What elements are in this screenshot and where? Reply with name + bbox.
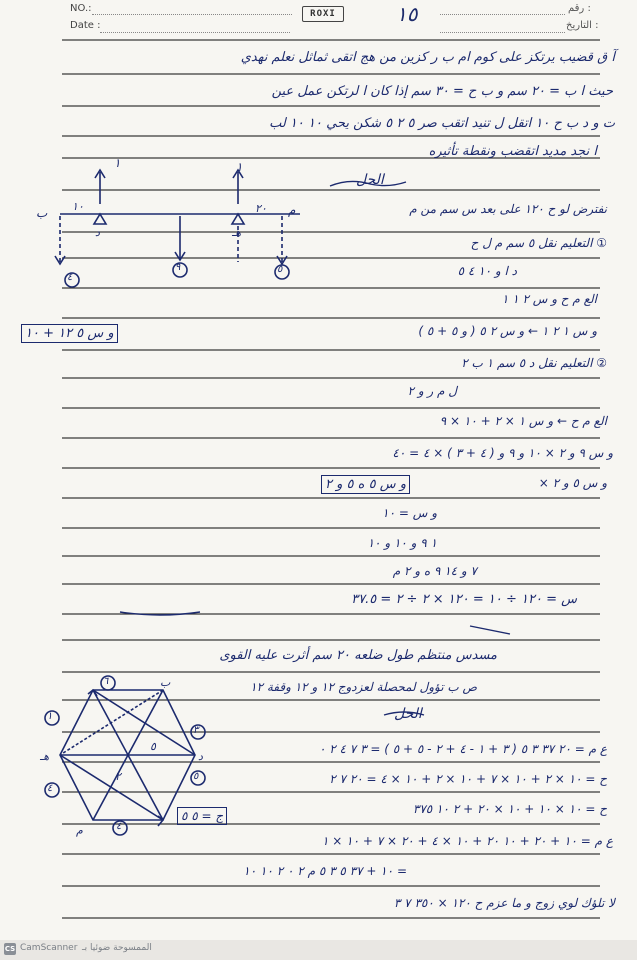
force-down-left-label: ٤ xyxy=(67,272,73,283)
solution2-line-5: = ١٠ + ٣٧ ٥ ٣ ٥ م ٢ ٠ ٢ ١٠ ١٠ xyxy=(243,864,407,878)
solution2-line-2: ح = ١٠ × ٢ + ١٠ × ٧ + ١٠ × ٢ + ١٠ × ٤ = ٢٠ ٧ ٢ xyxy=(329,772,607,786)
boxed-result-3: ج = ٥ ٥ xyxy=(178,808,226,824)
page-number: ١٥ xyxy=(396,2,418,26)
camscanner-icon: CS xyxy=(4,945,16,953)
problem1-line-1: آ ق قضيب يرتكز على كوم ام ب ر كزين من هج اتقى ثماثل نعلم نهدي xyxy=(240,50,615,65)
solution1-line-12: ١ ٩ و ١٠ و ١٠ xyxy=(367,536,437,550)
hex-label-11: ٤ xyxy=(116,821,122,832)
hex-label-2: ٤ xyxy=(47,783,53,794)
hex-label-8: ٣ xyxy=(193,725,199,736)
solution1-line-10: و س ٥ و ٢ × xyxy=(538,476,607,490)
solution1-line-3: د ا و ١٠ ٤ ٥ xyxy=(457,264,517,278)
scanner-name: CamScanner xyxy=(20,943,78,953)
solution1-line-5: و س ١ ٢ ١ ← و س ٢ ٥ ( و ٥ + ٥ ) xyxy=(418,324,597,338)
boxed-result-1: و س ٥ ١٢ + ١٠ xyxy=(22,325,117,342)
scanner-caption-ar: الممسوحة ضوئيا بـ xyxy=(82,943,152,953)
solution1-line-1: نفترض لو ح ١٢٠ على بعد س سم من م xyxy=(409,202,607,216)
problem1-line-4: ا نجد مديد اتقضب ونقطة تأثيره xyxy=(428,144,597,159)
support-left-label: د xyxy=(95,226,100,239)
solution1-line-11: و س = ١٠ xyxy=(382,506,437,520)
solution2-line-6: لا تلؤك لوي زوج و ما عزم ح ١٢٠ × ٣٥٠ ٧ ٣ xyxy=(393,896,615,910)
no-label: NO.: xyxy=(70,3,92,14)
support-right xyxy=(232,214,244,224)
solution1-line-7: ل م ر و ٢ xyxy=(407,384,457,398)
beam-label-ab: ١٠ xyxy=(72,200,84,213)
date-label-ar: التاريخ : xyxy=(566,20,599,31)
problem2-line-2: ص ب تؤول لمحصلة لعزدوج ١٢ و ١٢ وقفة ١٢ xyxy=(250,680,477,694)
solution1-line-6: ② التعليم نقل د ٥ سم ١ ب ٢ xyxy=(461,356,607,370)
force-down-right-label: ٥ xyxy=(277,264,283,275)
problem1-line-2: حيث ا ب = ٢٠ سم و ب ح = ٣٠ سم إذا كان ا لرتكن عمل عين xyxy=(271,84,613,99)
hex-label-9: د xyxy=(198,750,203,763)
boxed-result-2: و س ٥ ه ٥ و ٢ xyxy=(322,476,409,493)
hex-label-1: هـ xyxy=(40,750,50,763)
brand-logo: ROXI xyxy=(302,6,344,22)
solution1-line-9: و س ٩ و ٢ × ١٠ و ٩ و ( ٤ + ٣ ) × ٤ = ٤٠ xyxy=(392,446,613,460)
problem1-line-3: ت و د ب ح ١٠ اتقل ل تنيد اتقب صر ٥ ٢ ٥ شكن يحي ١٠ ١٠ لب xyxy=(269,116,615,131)
hex-label-3: ٥ xyxy=(193,771,199,782)
solution2-line-3: ح = ١٠ × ١٠ + ١٠ × ٢٠ + ٢ ١٠ ٣٧٥ xyxy=(412,802,607,816)
scanner-footer xyxy=(0,940,637,960)
solution1-line-14: س = ١٢٠ ÷ ١٠ = ١٢٠ × ٢ ÷ ٢ = ٣٧.٥ xyxy=(351,592,577,607)
force-down-mid-label: ٩ xyxy=(175,262,181,273)
solution1-line-8: الع م ح ← و س ١ × ٢ + ١٠ × ٩ xyxy=(439,414,607,428)
support-left xyxy=(94,214,106,224)
beam-label-bc: ٢٠ xyxy=(255,202,267,215)
solution2-line-4: ع م = ١٠ + ٢٠ + ١٠ ٢٠ + ١٠ × ٤ + ٢٠ × ٧ + ١٠ × ١ xyxy=(321,834,613,848)
solution2-line-1: ع م = ٢٠ ٣٧ ٣ ٥ ( ٣ + ١ - ٤ + ٢ - ٥ + ٥ ) = ٣ ٧ ٤ ٢ ٠ xyxy=(318,742,607,756)
hex-label-5: ١ xyxy=(47,711,53,722)
hex-label-6: ٦ xyxy=(103,676,109,687)
beam-end-right: م xyxy=(288,203,296,217)
solution1-line-4: الع م ح و س ٢ ١ ١ xyxy=(501,292,597,306)
solution-label-2: الحل xyxy=(394,706,422,722)
hex-label-4: ب xyxy=(160,676,171,689)
hex-label-7: ٢ xyxy=(115,770,121,783)
solution1-line-13: ٧ و ١٤ ٩ ه و ٢ م xyxy=(392,564,477,578)
hex-label-12: ٥ xyxy=(150,740,156,753)
no-label-ar: رقم : xyxy=(568,3,591,14)
date-label: Date : xyxy=(70,20,101,31)
force-up-right-label: ١ xyxy=(236,160,243,174)
beam-end-left: ب xyxy=(36,206,48,220)
hex-label-10: م xyxy=(76,824,83,837)
support-right-label: هـ xyxy=(232,226,242,239)
force-up-left-label: ١ xyxy=(114,156,121,170)
problem2-line-1: مسدس منتظم طول ضلعه ٢٠ سم أثرت عليه القوى xyxy=(219,648,497,663)
solution1-line-2: ① التعليم نقل ٥ سم م ل ح xyxy=(470,236,607,250)
solution-label-1: الحل xyxy=(356,172,384,188)
